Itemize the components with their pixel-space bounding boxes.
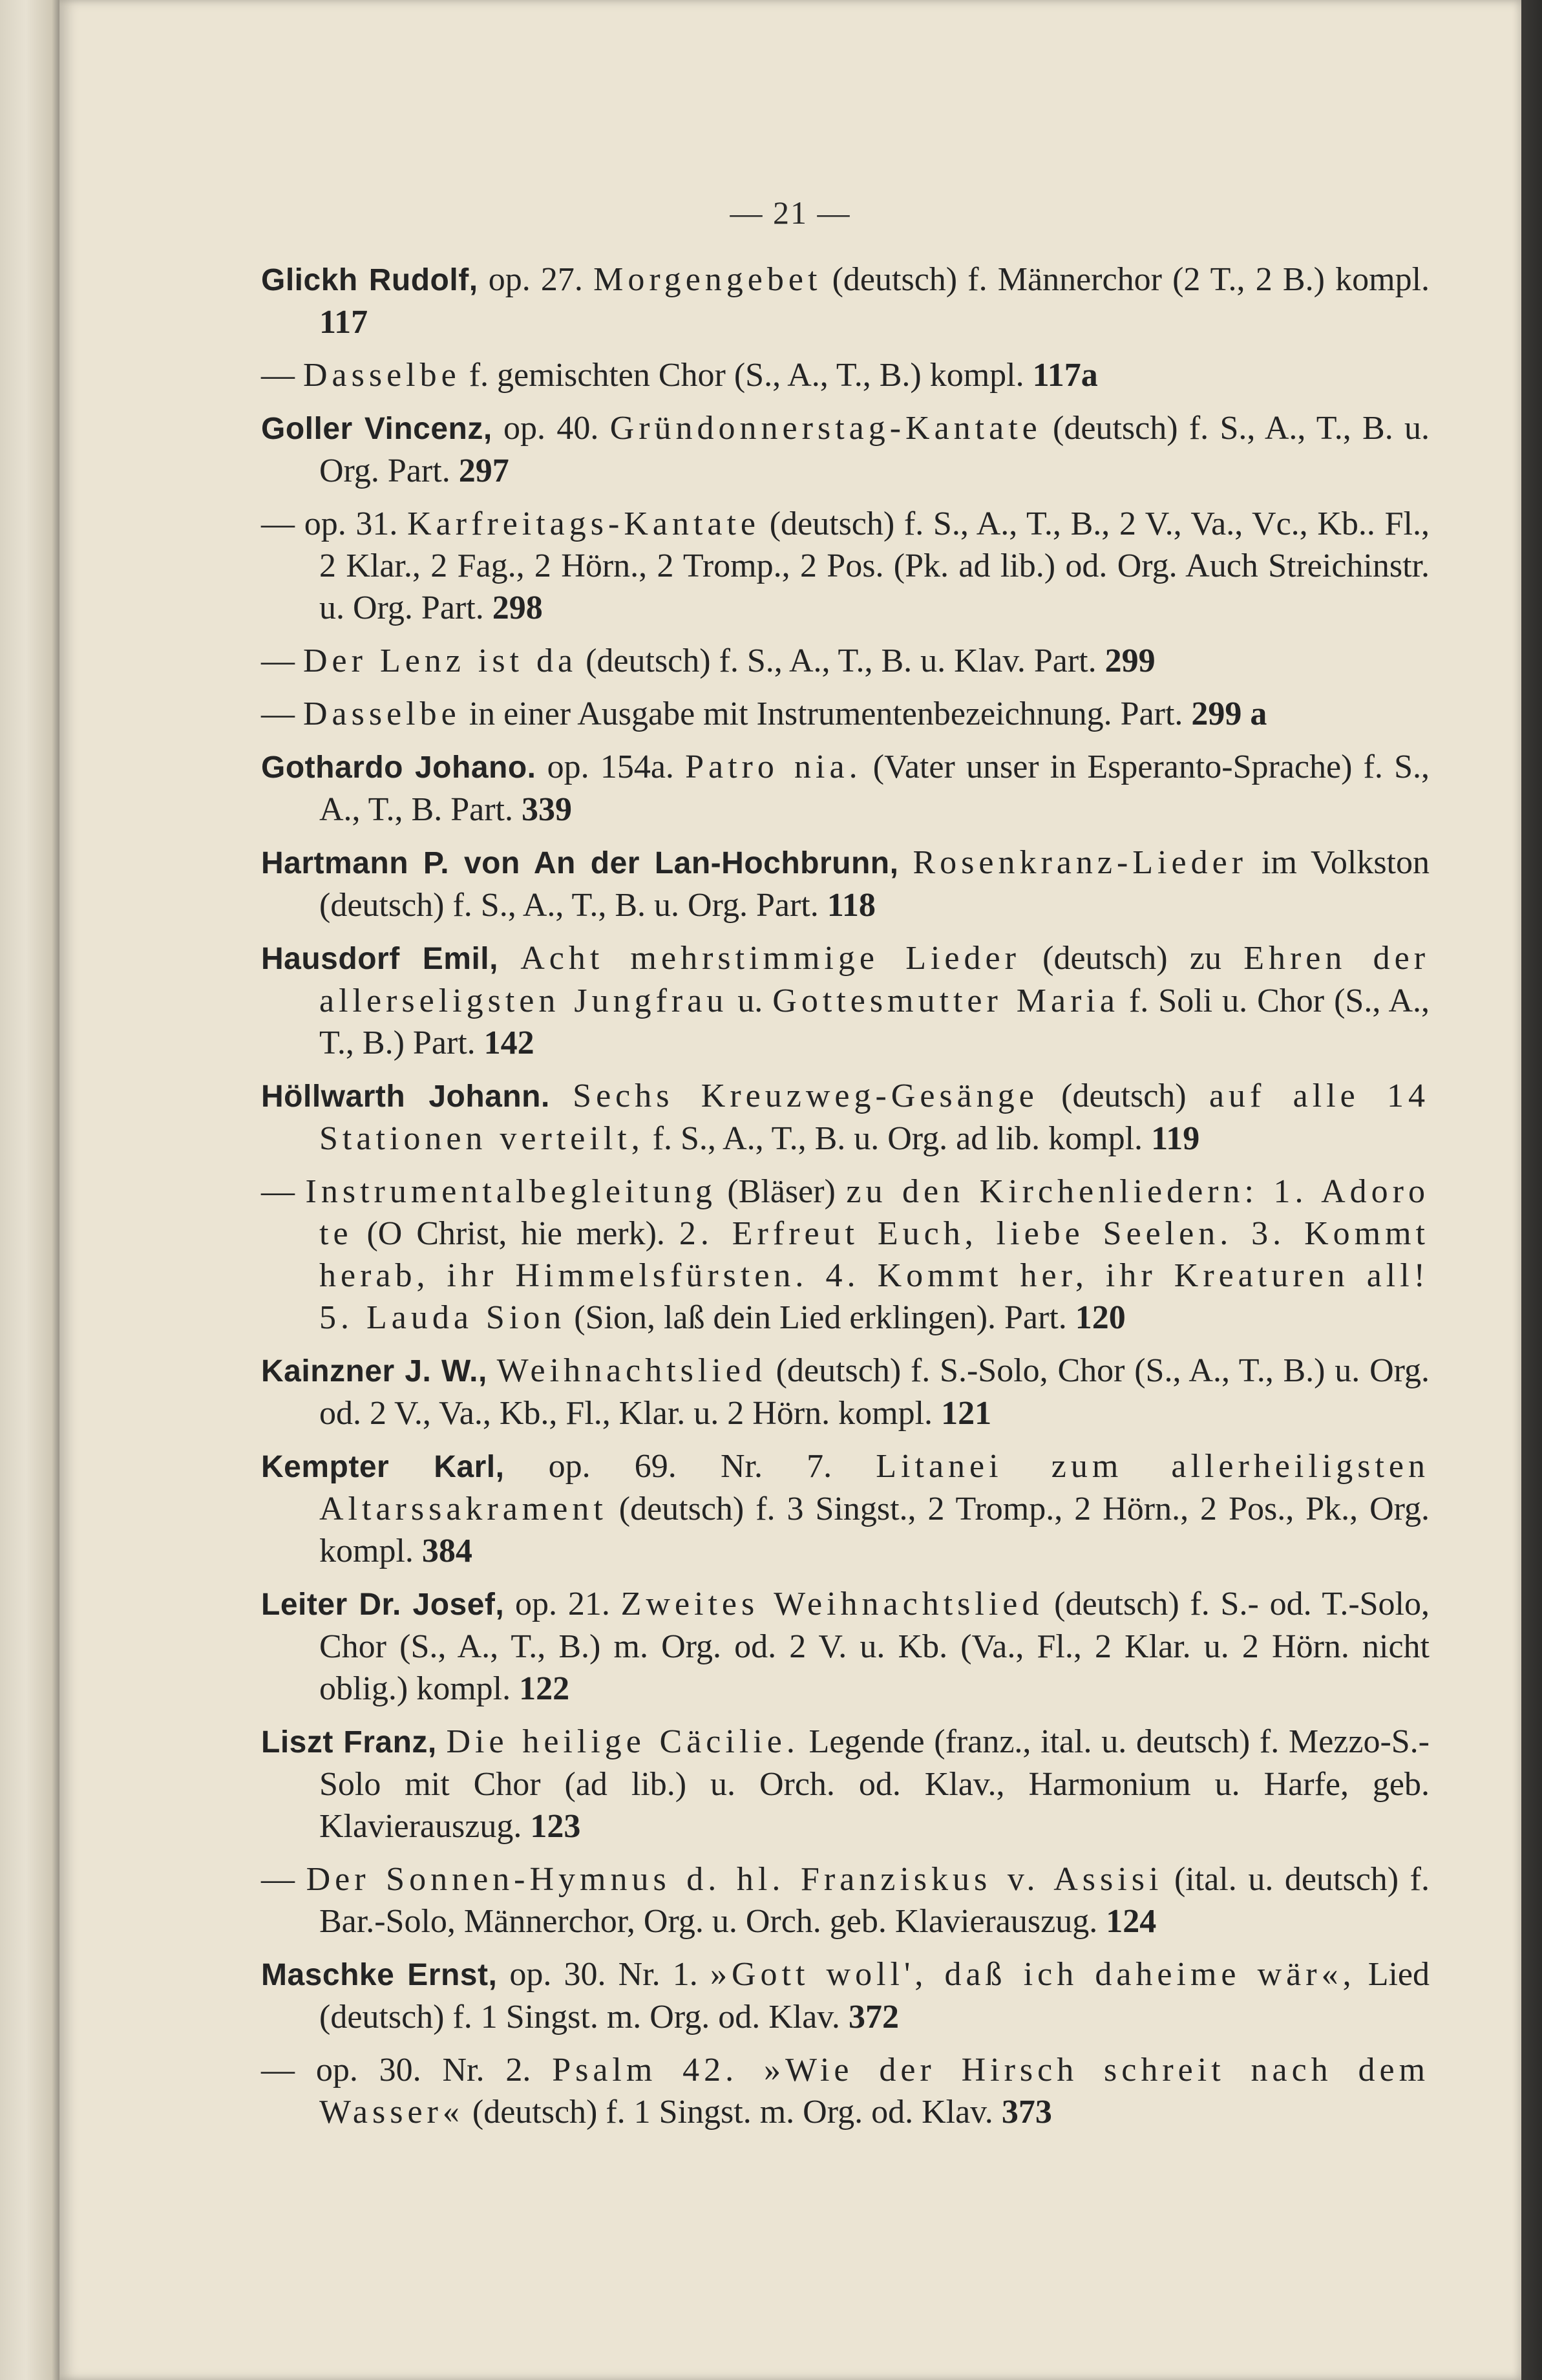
catalog-entry bbox=[261, 2049, 1430, 2133]
entry-text: op. 30. Nr. 1. bbox=[497, 1956, 710, 1993]
work-title: Sechs Kreuzweg-Gesänge bbox=[573, 1078, 1039, 1114]
composer-name: Goller Vincenz, bbox=[261, 412, 492, 446]
entry-text: (deutsch) bbox=[1038, 1078, 1209, 1114]
entry-text: op. 27. bbox=[478, 261, 594, 298]
entry-text: — bbox=[261, 696, 303, 732]
previous-page-edge bbox=[0, 0, 61, 2380]
entry-text: (O Christ, hie merk). bbox=[352, 1215, 679, 1252]
catalog-entry bbox=[261, 842, 1430, 926]
catalog-number: 372 bbox=[848, 1999, 899, 2035]
entry-text: (deutsch) zu bbox=[1020, 940, 1244, 977]
catalog-number: 339 bbox=[521, 791, 572, 828]
catalog-number: 297 bbox=[458, 452, 509, 489]
catalog-number: 384 bbox=[421, 1533, 472, 1569]
entry-text bbox=[437, 1723, 447, 1760]
entry-text: (deutsch) f. S.-Solo, Chor (S., A., T., B.) u. Org. od. 2 V., Va., Kb., Fl., Klar. u. 2 Hörn. kompl. bbox=[319, 1352, 1430, 1432]
entry-text: u. bbox=[728, 983, 773, 1019]
composer-name: Höllwarth Johann. bbox=[261, 1079, 550, 1114]
entry-text: — op. 31. bbox=[261, 505, 408, 542]
catalog-number: 117 bbox=[319, 304, 368, 341]
work-title: Zweites Weihnachtslied bbox=[620, 1586, 1044, 1622]
catalog-number: 373 bbox=[1001, 2094, 1052, 2130]
catalog-number: 299 bbox=[1104, 643, 1156, 679]
entry-text: op. 21. bbox=[504, 1586, 621, 1622]
composer-name: Kainzner J. W., bbox=[261, 1354, 487, 1388]
composer-name: Liszt Franz, bbox=[261, 1725, 437, 1759]
entry-text: — bbox=[261, 1861, 306, 1898]
catalog-entry bbox=[261, 354, 1430, 396]
work-title: Gründonnerstag-Kantate bbox=[609, 410, 1042, 447]
entry-text bbox=[550, 1078, 573, 1114]
catalog-number: 121 bbox=[941, 1395, 992, 1432]
catalog-number: 119 bbox=[1151, 1120, 1200, 1157]
entry-text: (Sion, laß dein Lied erklingen). Part. bbox=[565, 1299, 1075, 1336]
catalog-number: 117a bbox=[1032, 357, 1098, 394]
catalog-number: 298 bbox=[492, 590, 543, 626]
catalog-entry bbox=[261, 1075, 1430, 1160]
entry-text: (deutsch) f. S., A., T., B., 2 V., Va., Vc., Kb.. Fl., 2 Klar., 2 Fag., 2 Hörn., 2 Tromp., 2 Pos. (Pk. ad lib.) od. Org. Auch Streichinstr. u. Org. Part. bbox=[319, 505, 1430, 626]
work-title: 2. Erfreut Euch, liebe Seelen. 3. Kommt herab, ihr Himmelsfürsten. 4. Kommt her, ihr Kreaturen all! 5. Lauda Sion bbox=[319, 1215, 1430, 1336]
catalog-entry bbox=[261, 1350, 1430, 1434]
work-title: Dasselbe bbox=[303, 357, 461, 394]
catalog-entry bbox=[261, 1953, 1430, 2038]
catalog-entry bbox=[261, 407, 1430, 492]
catalog-number: 120 bbox=[1075, 1299, 1126, 1336]
work-title: Morgengebet bbox=[593, 261, 822, 298]
entry-text: — op. 30. Nr. 2. bbox=[261, 2052, 553, 2088]
entry-text: — bbox=[261, 643, 303, 679]
composer-name: Kempter Karl, bbox=[261, 1450, 505, 1484]
entry-text: — bbox=[261, 1173, 306, 1210]
work-title: Weihnachtslied bbox=[496, 1352, 766, 1389]
entry-text bbox=[898, 844, 913, 881]
catalog-entry bbox=[261, 1583, 1430, 1710]
book-page bbox=[59, 0, 1521, 2380]
entry-text: (deutsch) f. S., A., T., B. u. Klav. Part. bbox=[577, 643, 1105, 679]
catalog-entry bbox=[261, 693, 1430, 735]
catalog-entry bbox=[261, 259, 1430, 343]
composer-name: Gothardo Johano. bbox=[261, 750, 536, 785]
entry-text: (deutsch) f. S., A., T., B. u. Org. Part. bbox=[319, 410, 1430, 489]
composer-name: Glickh Rudolf, bbox=[261, 263, 478, 297]
work-title: Acht mehrstimmige Lieder bbox=[520, 940, 1020, 977]
entry-text: in einer Ausgabe mit Instrumentenbezeichnung. Part. bbox=[460, 696, 1192, 732]
composer-name: Hartmann P. von An der Lan-Hochbrunn, bbox=[261, 846, 899, 880]
work-title: Karfreitags-Kantate bbox=[407, 505, 761, 542]
work-title: zu den Kirchenliedern: 1. Adoro te bbox=[319, 1173, 1430, 1252]
entry-text: (deutsch) f. 3 Singst., 2 Tromp., 2 Hörn., 2 Pos., Pk., Org. kompl. bbox=[319, 1491, 1430, 1569]
work-title: Der Sonnen-Hymnus d. hl. Franziskus v. Assisi bbox=[306, 1861, 1163, 1898]
catalog-entry bbox=[261, 746, 1430, 831]
composer-name: Hausdorf Emil, bbox=[261, 942, 498, 976]
entry-text: im Volkston (deutsch) f. S., A., T., B. u. Org. Part. bbox=[319, 844, 1430, 924]
work-title: Litanei zum allerheiligsten Altarssakrament bbox=[319, 1448, 1430, 1527]
work-title: Dasselbe bbox=[303, 696, 461, 732]
work-title: Psalm 42. »Wie der Hirsch schreit nach dem Wasser« bbox=[319, 2052, 1430, 2130]
work-title: Instrumentalbegleitung bbox=[305, 1173, 717, 1210]
catalog-number: 142 bbox=[483, 1025, 534, 1061]
work-title: Gottesmutter Maria bbox=[772, 983, 1119, 1019]
entry-text: op. 40. bbox=[492, 410, 610, 447]
catalog-entry bbox=[261, 1171, 1430, 1339]
composer-name: Maschke Ernst, bbox=[261, 1958, 498, 1992]
catalog-number: 118 bbox=[827, 887, 876, 924]
entry-text: f. Soli u. Chor (S., A., T., B.) Part. bbox=[319, 983, 1430, 1061]
entry-text bbox=[487, 1352, 497, 1389]
entry-text: (deutsch) f. Männerchor (2 T., 2 B.) kompl. bbox=[821, 261, 1430, 298]
catalog-entry bbox=[261, 1858, 1430, 1942]
entry-text: f. S., A., T., B. u. Org. ad lib. kompl. bbox=[644, 1120, 1152, 1157]
entry-text bbox=[498, 940, 520, 977]
work-title: »Gott woll', daß ich daheime wär«, bbox=[710, 1956, 1356, 1993]
work-title: Der Lenz ist da bbox=[303, 643, 578, 679]
work-title: Rosenkranz-Lieder bbox=[913, 844, 1247, 881]
catalog-list bbox=[261, 259, 1430, 2144]
entry-text: — bbox=[261, 357, 303, 394]
entry-text: op. 69. Nr. 7. bbox=[504, 1448, 876, 1485]
catalog-number: 123 bbox=[530, 1808, 581, 1845]
catalog-entry bbox=[261, 503, 1430, 629]
entry-text: (deutsch) f. 1 Singst. m. Org. od. Klav. bbox=[463, 2094, 1002, 2130]
entry-text: Lied (deutsch) f. 1 Singst. m. Org. od. Klav. bbox=[319, 1956, 1430, 2035]
entry-text: (ital. u. deutsch) f. Bar.-Solo, Männerchor, Org. u. Orch. geb. Klavierauszug. bbox=[319, 1861, 1430, 1940]
entry-text: Legende (franz., ital. u. deutsch) f. Mezzo-S.-Solo mit Chor (ad lib.) u. Orch. od. Klav., Harmonium u. Harfe, geb. Klavierauszug. bbox=[319, 1723, 1430, 1845]
entry-text: (Vater unser in Esperanto-Sprache) f. S., A., T., B. Part. bbox=[319, 749, 1430, 828]
work-title: auf alle 14 Stationen verteilt, bbox=[319, 1078, 1430, 1157]
entry-text: op. 154a. bbox=[536, 749, 686, 785]
entry-text: (Bläser) bbox=[716, 1173, 847, 1210]
catalog-entry bbox=[261, 1445, 1430, 1572]
work-title: Ehren der allerseligsten Jungfrau bbox=[319, 940, 1430, 1019]
catalog-entry bbox=[261, 1721, 1430, 1847]
work-title: Die heilige Cäcilie. bbox=[446, 1723, 799, 1760]
catalog-entry bbox=[261, 937, 1430, 1064]
page-number: — 21 — bbox=[730, 195, 851, 231]
entry-text: (deutsch) f. S.- od. T.-Solo, Chor (S., A., T., B.) m. Org. od. 2 V. u. Kb. (Va., Fl., 2 Klar. u. 2 Hörn. nicht oblig.) kompl. bbox=[319, 1586, 1430, 1707]
work-title: Patro nia. bbox=[685, 749, 862, 785]
catalog-number: 299 a bbox=[1191, 696, 1267, 732]
catalog-entry bbox=[261, 640, 1430, 682]
entry-text: f. gemischten Chor (S., A., T., B.) kompl. bbox=[460, 357, 1033, 394]
catalog-number: 122 bbox=[519, 1670, 570, 1707]
catalog-number: 124 bbox=[1106, 1903, 1157, 1940]
composer-name: Leiter Dr. Josef, bbox=[261, 1588, 505, 1622]
